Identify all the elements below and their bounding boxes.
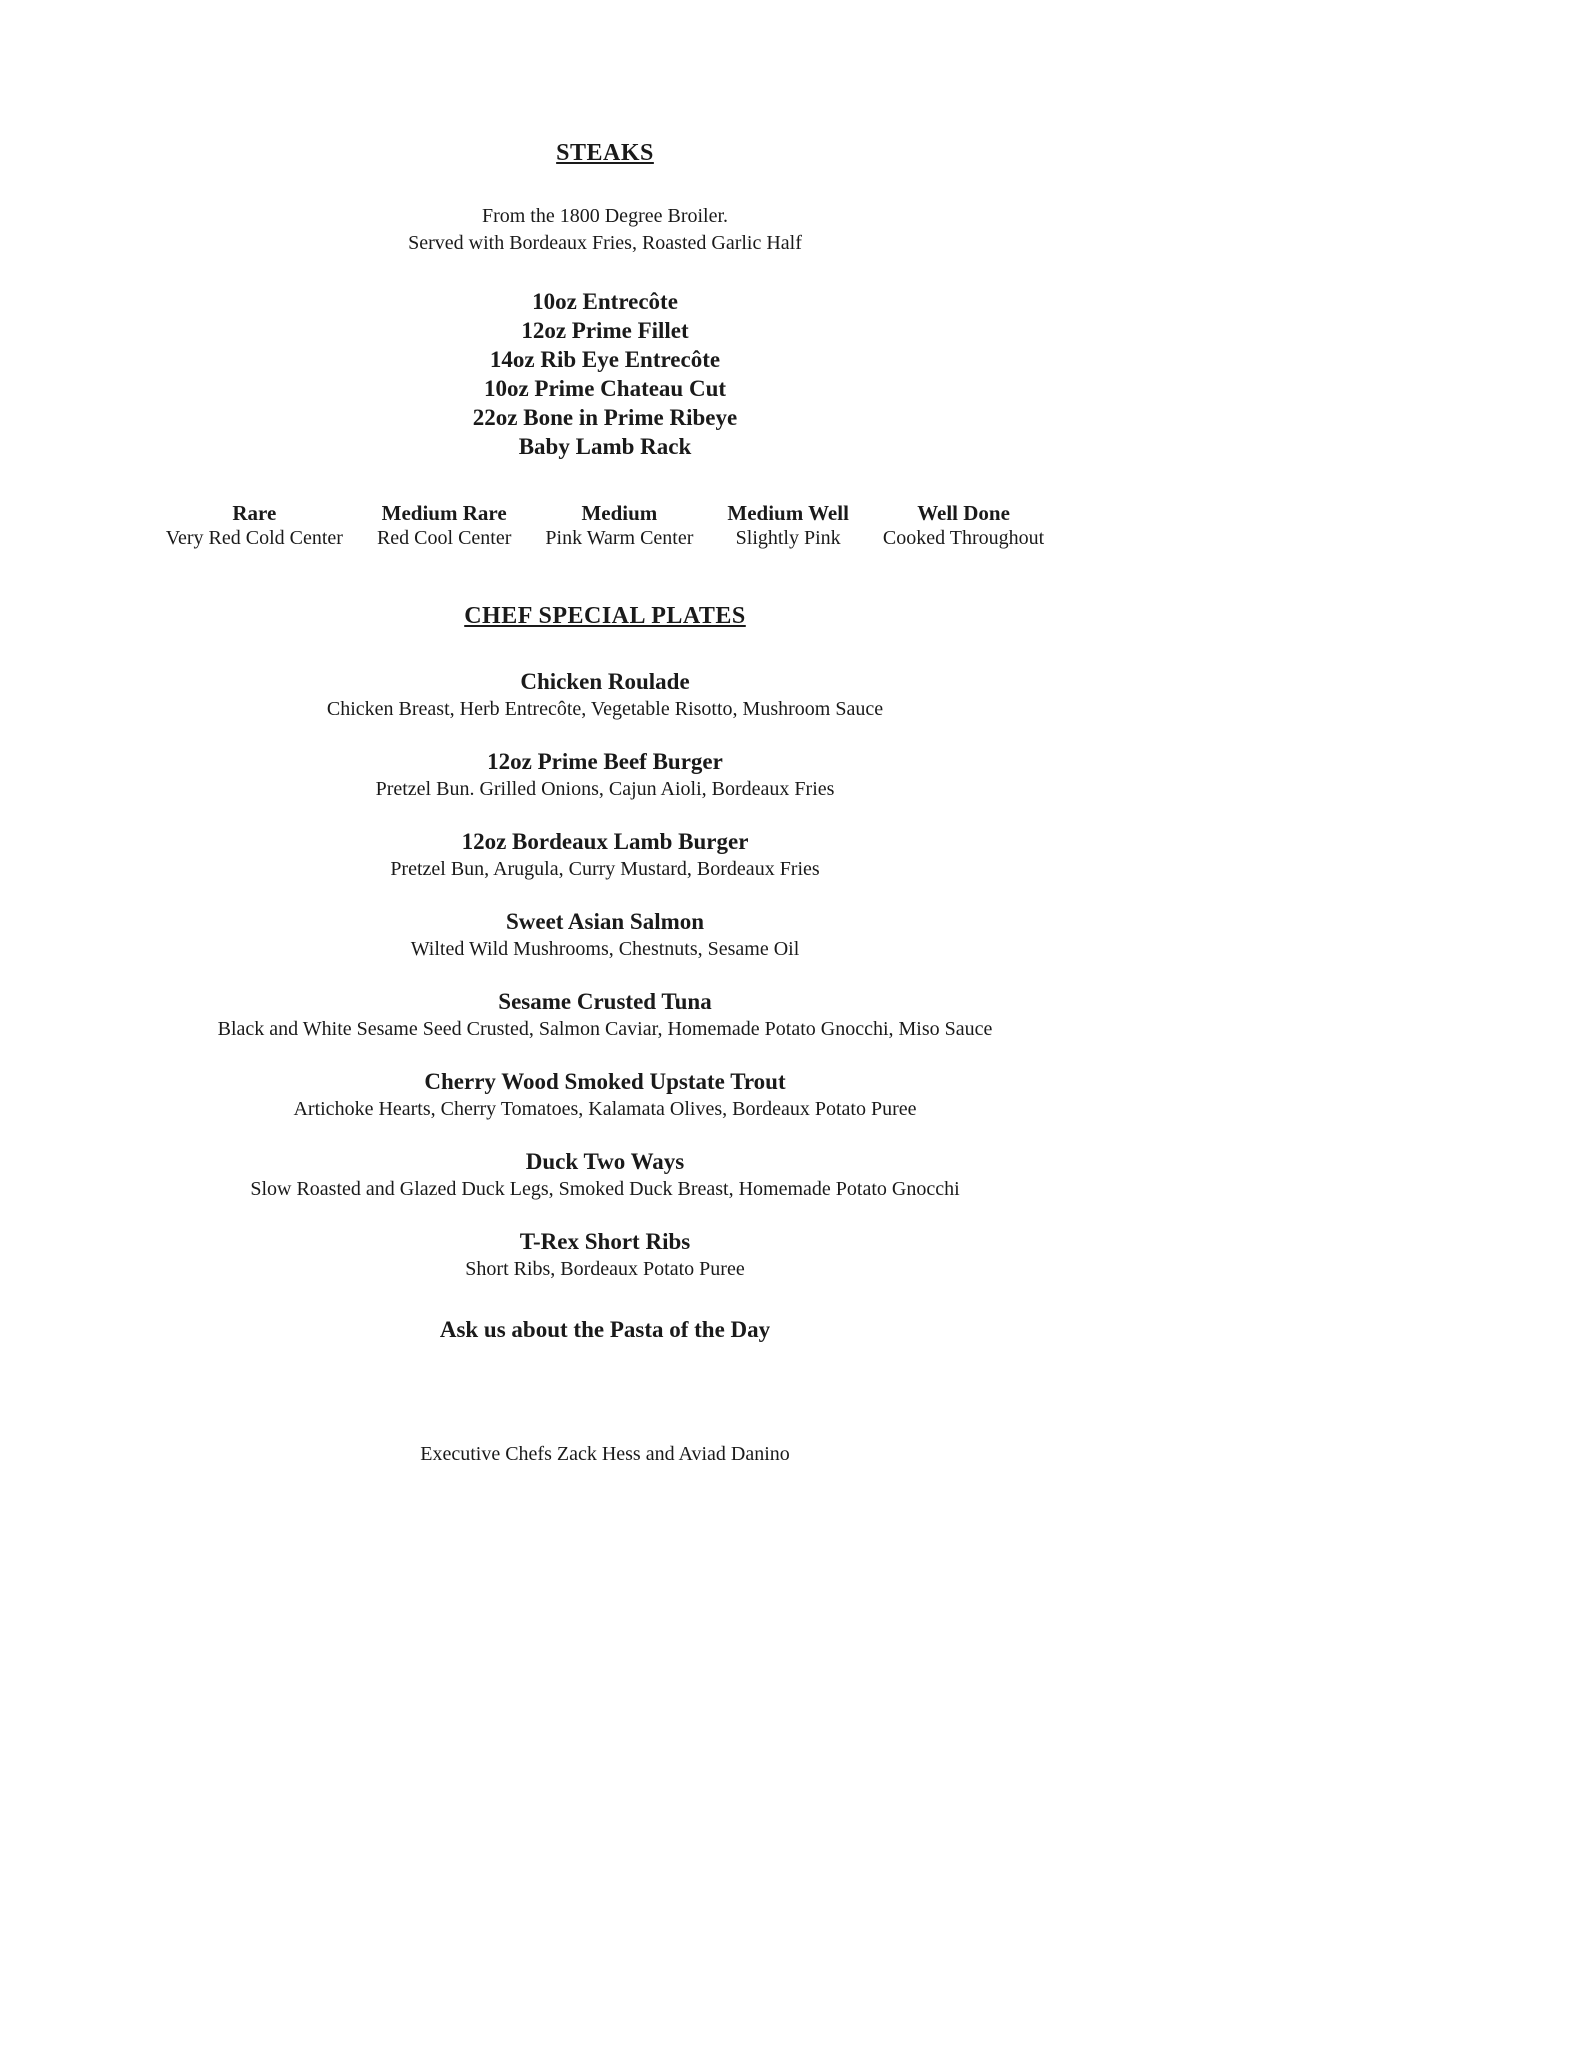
- steaks-section-title: STEAKS: [556, 140, 654, 166]
- item-name: Cherry Wood Smoked Upstate Trout: [424, 1069, 786, 1094]
- doneness-name: Medium: [581, 501, 658, 525]
- doneness-col-medium: [545, 501, 693, 551]
- doneness-col-medium-rare: [377, 501, 511, 551]
- pasta-of-the-day-note: Ask us about the Pasta of the Day: [439, 1317, 771, 1342]
- item-desc: Black and White Sesame Seed Crusted, Salmon Caviar, Homemade Potato Gnocchi, Miso Sauce: [217, 1018, 993, 1040]
- item-desc: Pretzel Bun, Arugula, Curry Mustard, Bordeaux Fries: [390, 858, 820, 880]
- item-desc: Slow Roasted and Glazed Duck Legs, Smoked Duck Breast, Homemade Potato Gnocchi: [250, 1178, 960, 1200]
- doneness-guide: [130, 501, 1080, 551]
- steak-cut: 22oz Bone in Prime Ribeye: [472, 405, 738, 430]
- chef-special-section-title: CHEF SPECIAL PLATES: [464, 603, 746, 629]
- item-name: 12oz Bordeaux Lamb Burger: [461, 829, 749, 854]
- steak-cut: 12oz Prime Fillet: [521, 318, 689, 343]
- menu-item-duck-two-ways: [130, 1148, 1080, 1203]
- doneness-desc: Slightly Pink: [735, 527, 841, 549]
- item-desc: Short Ribs, Bordeaux Potato Puree: [465, 1258, 745, 1280]
- doneness-col-medium-well: [727, 501, 849, 551]
- steaks-intro: [130, 203, 1080, 257]
- menu-item-smoked-upstate-trout: [130, 1068, 1080, 1123]
- item-name: Sesame Crusted Tuna: [498, 989, 712, 1014]
- menu-item-chicken-roulade: [130, 668, 1080, 723]
- doneness-name: Medium Rare: [381, 501, 507, 525]
- doneness-name: Rare: [232, 501, 277, 525]
- menu-item-bordeaux-lamb-burger: [130, 828, 1080, 883]
- chef-special-items: [130, 668, 1080, 1283]
- doneness-desc: Very Red Cold Center: [165, 527, 343, 549]
- item-name: T-Rex Short Ribs: [519, 1229, 691, 1254]
- steak-cut: 10oz Entrecôte: [532, 289, 678, 314]
- item-desc: Wilted Wild Mushrooms, Chestnuts, Sesame Oil: [410, 938, 800, 960]
- steak-cut: 10oz Prime Chateau Cut: [483, 376, 727, 401]
- doneness-desc: Cooked Throughout: [882, 527, 1045, 549]
- steaks-intro-line1: From the 1800 Degree Broiler.: [481, 205, 729, 227]
- steak-cut: Baby Lamb Rack: [518, 434, 692, 459]
- steak-cut: 14oz Rib Eye Entrecôte: [489, 347, 721, 372]
- doneness-col-rare: [166, 501, 343, 551]
- doneness-name: Well Done: [917, 501, 1010, 525]
- item-name: 12oz Prime Beef Burger: [487, 749, 723, 774]
- executive-chefs-note: Executive Chefs Zack Hess and Aviad Danino: [420, 1443, 790, 1465]
- steaks-intro-line2: Served with Bordeaux Fries, Roasted Garlic Half: [408, 232, 802, 254]
- item-desc: Pretzel Bun. Grilled Onions, Cajun Aioli, Bordeaux Fries: [375, 778, 835, 800]
- menu-content: [130, 0, 1080, 1466]
- menu-item-prime-beef-burger: [130, 748, 1080, 803]
- doneness-col-well-done: [883, 501, 1044, 551]
- menu-item-sesame-crusted-tuna: [130, 988, 1080, 1043]
- item-desc: Artichoke Hearts, Cherry Tomatoes, Kalamata Olives, Bordeaux Potato Puree: [293, 1098, 917, 1120]
- item-desc: Chicken Breast, Herb Entrecôte, Vegetable Risotto, Mushroom Sauce: [326, 698, 884, 720]
- item-name: Chicken Roulade: [520, 669, 690, 694]
- doneness-name: Medium Well: [727, 501, 849, 525]
- menu-item-t-rex-short-ribs: [130, 1228, 1080, 1283]
- menu-item-sweet-asian-salmon: [130, 908, 1080, 963]
- doneness-desc: Red Cool Center: [376, 527, 512, 549]
- item-name: Sweet Asian Salmon: [505, 909, 705, 934]
- steak-cuts-list: [130, 287, 1080, 461]
- item-name: Duck Two Ways: [525, 1149, 685, 1174]
- doneness-desc: Pink Warm Center: [545, 527, 694, 549]
